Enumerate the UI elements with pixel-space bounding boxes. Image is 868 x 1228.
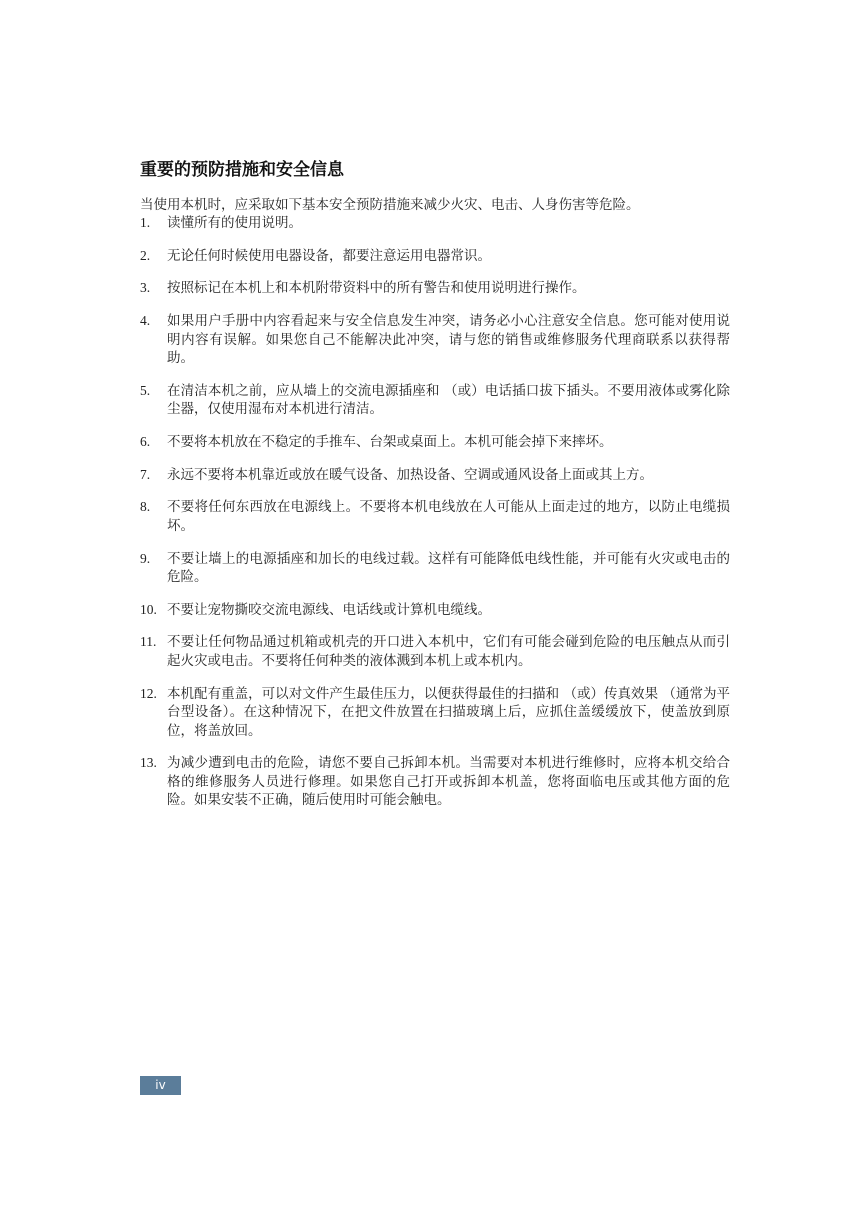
item-text: 不要将本机放在不稳定的手推车、台架或桌面上。本机可能会掉下来摔坏。 (167, 433, 613, 450)
list-item (140, 433, 730, 452)
item-text: 无论任何时候使用电器设备，都要注意运用电器常识。 (167, 247, 491, 264)
item-number: 2. (140, 247, 151, 263)
list-item (140, 382, 730, 419)
item-number: 10. (140, 601, 157, 617)
item-number: 11. (140, 634, 157, 650)
item-text: 不要让宠物撕咬交流电源线、电话线或计算机电缆线。 (167, 601, 491, 618)
item-number: 7. (140, 466, 151, 482)
list-item (140, 247, 730, 266)
precautions-list (140, 214, 730, 824)
list-item (140, 754, 730, 810)
item-text: 本机配有重盖，可以对文件产生最佳压力，以便获得最佳的扫描和 （或）传真效果 （通常为平台型设备）。在这种情况下，在把文件放置在扫描玻璃上后，应抓住盖缓缓放下，使盖放到原位，将盖放回。 (167, 685, 730, 739)
list-item (140, 214, 730, 233)
item-number: 8. (140, 499, 151, 515)
item-text: 不要将任何东西放在电源线上。不要将本机电线放在人可能从上面走过的地方，以防止电缆损坏。 (167, 499, 730, 534)
list-item (140, 498, 730, 535)
list-item (140, 312, 730, 368)
list-item (140, 601, 730, 620)
list-item (140, 685, 730, 741)
item-text: 如果用户手册中内容看起来与安全信息发生冲突，请务必小心注意安全信息。您可能对使用说明内容有误解。如果您自己不能解决此冲突，请与您的销售或维修服务代理商联系以获得帮助。 (167, 313, 730, 367)
item-text: 读懂所有的使用说明。 (167, 215, 302, 231)
item-number: 1. (140, 215, 151, 230)
list-item (140, 633, 730, 670)
intro-paragraph: 当使用本机时，应采取如下基本安全预防措施来减少火灾、电击、人身伤害等危险。 (140, 196, 640, 213)
item-number: 13. (140, 755, 157, 771)
item-number: 5. (140, 382, 151, 398)
item-text: 在清洁本机之前，应从墙上的交流电源插座和 （或）电话插口拔下插头。不要用液体或雾化除尘器，仅使用湿布对本机进行清洁。 (167, 382, 730, 418)
page-number-badge: iv (140, 1076, 181, 1095)
item-text: 为减少遭到电击的危险，请您不要自己拆卸本机。当需要对本机进行维修时，应将本机交给合格的维修服务人员进行修理。如果您自己打开或拆卸本机盖，您将面临电压或其他方面的危险。如果安装不正确，随后使用时可能会触电。 (167, 755, 730, 809)
item-number: 6. (140, 433, 151, 449)
item-text: 不要让墙上的电源插座和加长的电线过载。这样有可能降低电线性能，并可能有火灾或电击的危险。 (167, 550, 730, 585)
page-title: 重要的预防措施和安全信息 (140, 160, 344, 181)
item-text: 不要让任何物品通过机箱或机壳的开口进入本机中，它们有可能会碰到危险的电压触点从而引起火灾或电击。不要将任何种类的液体溅到本机上或本机内。 (167, 634, 730, 669)
list-item (140, 279, 730, 298)
item-number: 4. (140, 313, 151, 329)
item-text: 按照标记在本机上和本机附带资料中的所有警告和使用说明进行操作。 (167, 280, 586, 297)
item-number: 12. (140, 685, 157, 701)
list-item (140, 550, 730, 587)
item-number: 3. (140, 280, 151, 296)
item-number: 9. (140, 550, 151, 566)
list-item (140, 466, 730, 485)
item-text: 永远不要将本机靠近或放在暖气设备、加热设备、空调或通风设备上面或其上方。 (167, 466, 653, 483)
